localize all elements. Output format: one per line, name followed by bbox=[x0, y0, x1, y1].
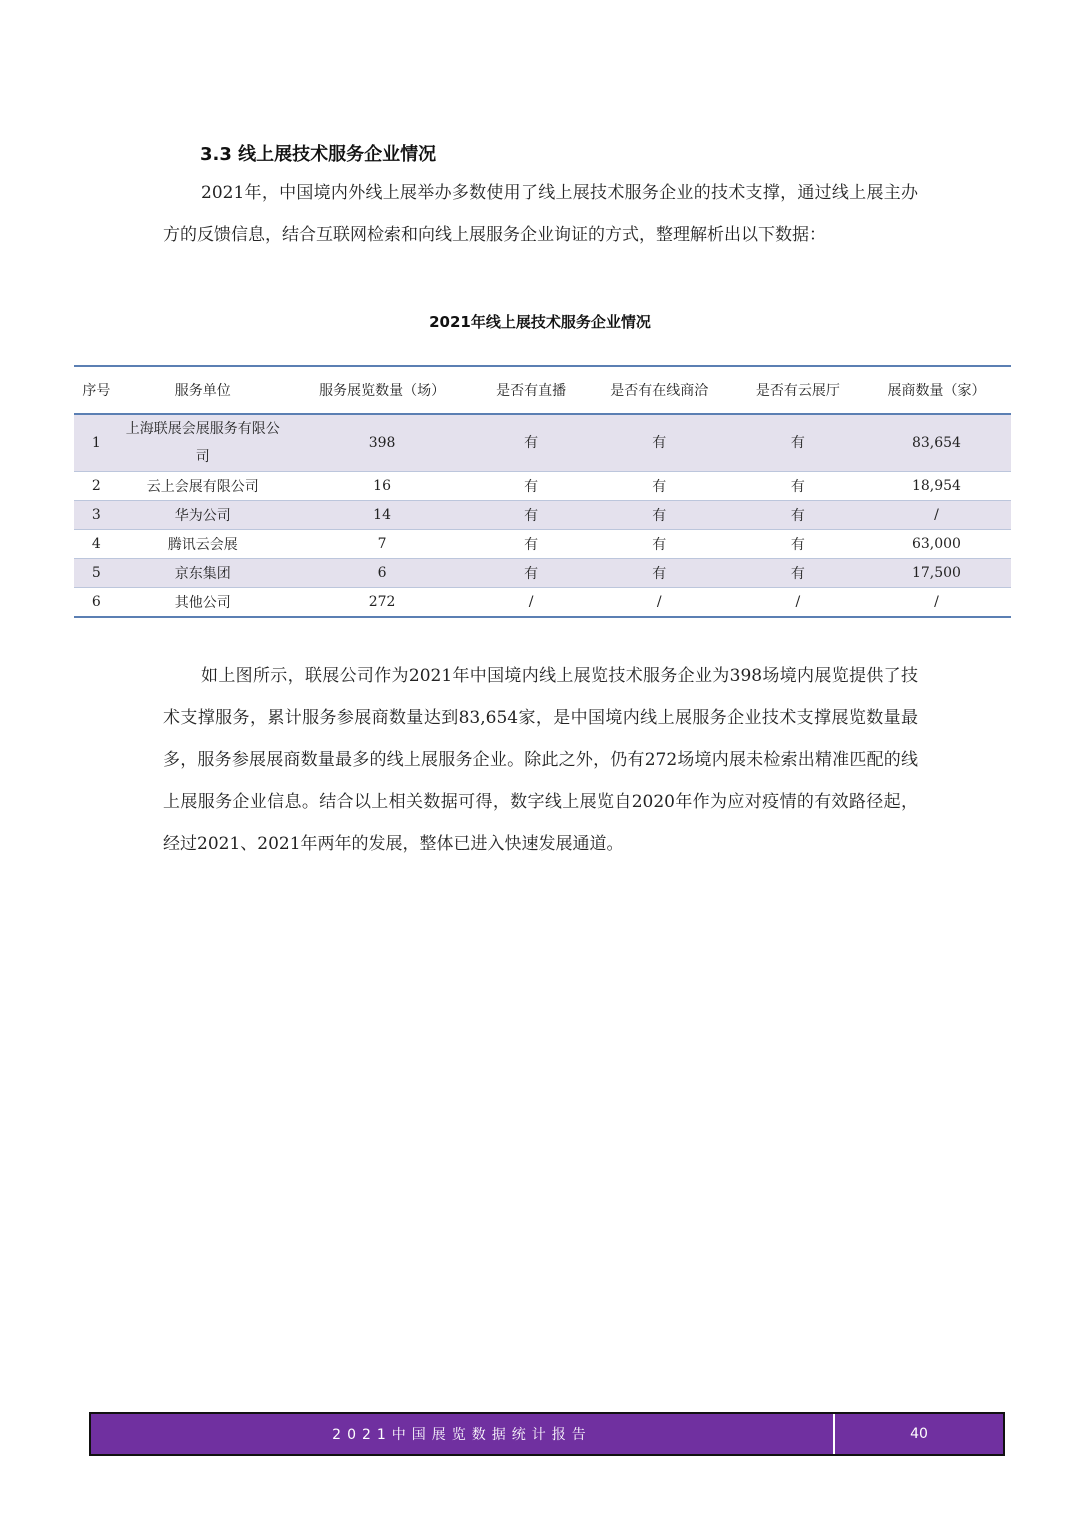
table-header-row bbox=[74, 366, 1011, 414]
cell-online-negotiation: 有 bbox=[585, 472, 734, 501]
cell-cloud-hall: 有 bbox=[734, 472, 862, 501]
cell-exhibition-count: 14 bbox=[287, 501, 478, 530]
cell-exhibition-count: 398 bbox=[287, 414, 478, 472]
table-row bbox=[74, 530, 1011, 559]
header-livestream: 是否有直播 bbox=[477, 366, 584, 414]
cell-cloud-hall: 有 bbox=[734, 559, 862, 588]
service-companies-table bbox=[74, 365, 1011, 618]
header-online-negotiation: 是否有在线商洽 bbox=[585, 366, 734, 414]
cell-cloud-hall: / bbox=[795, 594, 801, 610]
intro-paragraph: 2021年，中国境内外线上展举办多数使用了线上展技术服务企业的技术支撑，通过线上展主办方的反馈信息，结合互联网检索和向线上展服务企业询证的方式，整理解析出以下数据： bbox=[163, 183, 918, 245]
footer-report-title: 2021中国展览数据统计报告 bbox=[91, 1414, 835, 1454]
table-row bbox=[74, 501, 1011, 530]
header-cloud-hall: 是否有云展厅 bbox=[734, 366, 862, 414]
cell-cloud-hall: 有 bbox=[734, 530, 862, 559]
cell-exhibitor-count: 17,500 bbox=[862, 559, 1011, 588]
cell-livestream: 有 bbox=[477, 414, 584, 472]
cell-exhibition-count: 6 bbox=[287, 559, 478, 588]
cell-company: 京东集团 bbox=[119, 559, 287, 588]
cell-online-negotiation: / bbox=[656, 594, 662, 610]
header-exhibitor-count: 展商数量（家） bbox=[862, 366, 1011, 414]
cell-livestream: 有 bbox=[477, 472, 584, 501]
cell-livestream: 有 bbox=[477, 530, 584, 559]
cell-company: 腾讯云会展 bbox=[119, 530, 287, 559]
header-exhibition-count: 服务展览数量（场） bbox=[287, 366, 478, 414]
cell-cloud-hall: 有 bbox=[734, 501, 862, 530]
cell-company: 云上会展有限公司 bbox=[119, 472, 287, 501]
cell-index: 4 bbox=[74, 530, 119, 559]
cell-online-negotiation: 有 bbox=[585, 414, 734, 472]
section-title: 3.3 线上展技术服务企业情况 bbox=[200, 144, 437, 165]
page-footer bbox=[89, 1412, 1005, 1456]
cell-exhibitor-count: / bbox=[934, 594, 939, 610]
cell-exhibitor-count: 63,000 bbox=[862, 530, 1011, 559]
table-row bbox=[74, 472, 1011, 501]
cell-online-negotiation: 有 bbox=[585, 530, 734, 559]
cell-exhibition-count: 272 bbox=[368, 594, 396, 610]
cell-livestream: 有 bbox=[477, 501, 584, 530]
cell-index: 5 bbox=[74, 559, 119, 588]
cell-livestream: 有 bbox=[477, 559, 584, 588]
cell-company: 上海联展会展服务有限公司 bbox=[119, 414, 287, 472]
cell-company: 其他公司 bbox=[174, 595, 231, 611]
header-company: 服务单位 bbox=[119, 366, 287, 414]
table-caption: 2021年线上展技术服务企业情况 bbox=[429, 313, 651, 331]
header-index: 序号 bbox=[74, 366, 119, 414]
cell-exhibition-count: 7 bbox=[287, 530, 478, 559]
cell-index: 2 bbox=[74, 472, 119, 501]
cell-exhibitor-count: 83,654 bbox=[862, 414, 1011, 472]
cell-online-negotiation: 有 bbox=[585, 559, 734, 588]
cell-exhibitor-count: / bbox=[862, 501, 1011, 530]
analysis-paragraph: 如上图所示，联展公司作为2021年中国境内线上展览技术服务企业为398场境内展览提供了技术支撑服务，累计服务参展商数量达到83,654家，是中国境内线上展服务企业技术支撑展览数量最多，服务参展展商数量最多的线上展服务企业。除此之外，仍有272场境内展未检索出精准匹配的线上展服务企业信息。结合以上相关数据可得，数字线上展览自2020年作为应对疫情的有效路径起，经过2021、2021年两年的发展，整体已进入快速发展通道。 bbox=[163, 666, 918, 854]
cell-cloud-hall: 有 bbox=[734, 414, 862, 472]
cell-online-negotiation: 有 bbox=[585, 501, 734, 530]
table-row bbox=[74, 588, 1011, 618]
cell-exhibition-count: 16 bbox=[287, 472, 478, 501]
cell-index: 1 bbox=[74, 414, 119, 472]
cell-livestream: / bbox=[528, 594, 534, 610]
cell-company: 华为公司 bbox=[119, 501, 287, 530]
page-number: 40 bbox=[910, 1426, 928, 1442]
cell-index: 3 bbox=[74, 501, 119, 530]
table-row bbox=[74, 414, 1011, 472]
table-row bbox=[74, 559, 1011, 588]
cell-exhibitor-count: 18,954 bbox=[862, 472, 1011, 501]
cell-index: 6 bbox=[91, 594, 101, 610]
